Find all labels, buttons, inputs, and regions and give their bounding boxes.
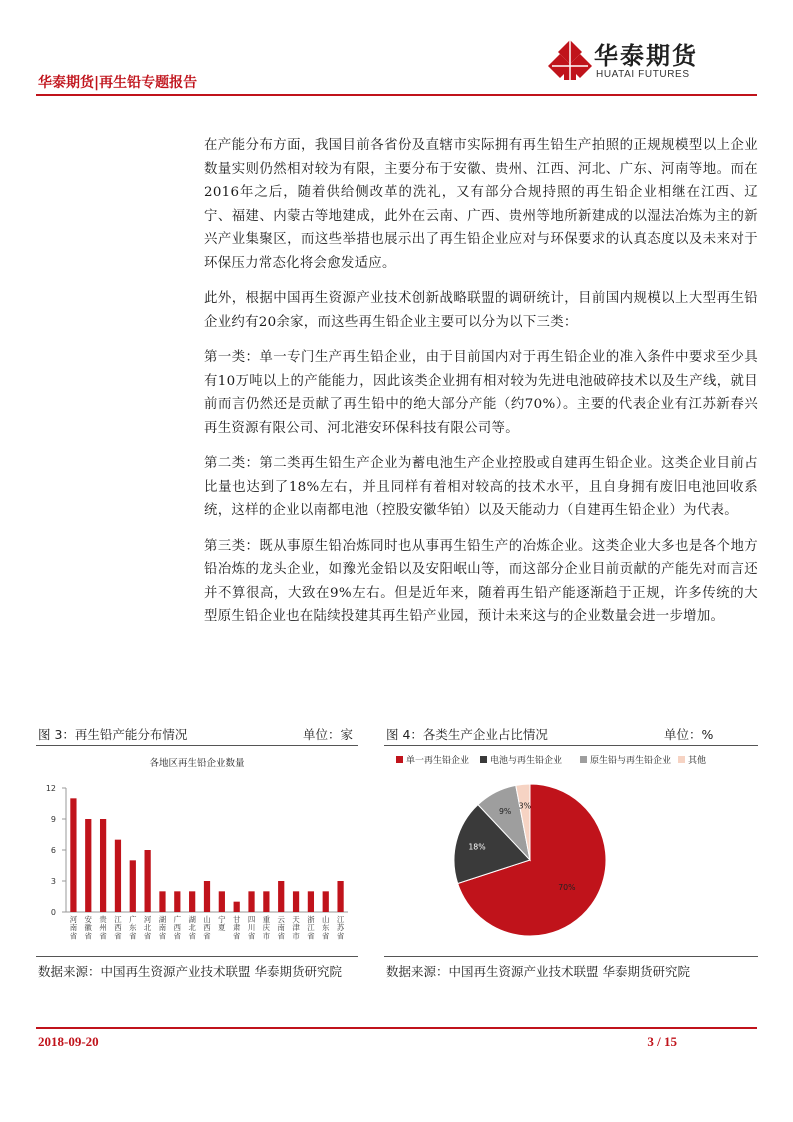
x-tick-label: 甘肃省 xyxy=(232,915,241,941)
bar xyxy=(248,891,254,912)
x-tick-label: 天津市 xyxy=(292,915,300,941)
legend-swatch xyxy=(480,756,487,763)
y-tick-label: 3 xyxy=(50,877,56,886)
bar-chart-svg xyxy=(36,748,358,954)
figure4-unit: 单位：% xyxy=(664,727,714,742)
page-number: 3 / 15 xyxy=(647,1034,677,1049)
x-tick-label: 江苏省 xyxy=(336,915,345,941)
y-tick-label: 6 xyxy=(50,846,56,855)
bar xyxy=(174,891,180,912)
figure3-bottom-rule xyxy=(36,956,358,957)
x-tick-label: 贵州省 xyxy=(99,915,107,941)
bar xyxy=(70,798,76,912)
pie-value-label: 9% xyxy=(498,807,512,817)
x-tick-label: 宁夏 xyxy=(218,915,226,933)
figure3-chart xyxy=(36,748,358,958)
bar xyxy=(189,891,195,912)
figure4-source: 数据来源：中国再生资源产业技术联盟 华泰期货研究院 xyxy=(386,964,690,979)
bar-chart-title: 各地区再生铅企业数量 xyxy=(149,758,245,769)
bar xyxy=(293,891,299,912)
figure3-title: 图 3：再生铅产能分布情况 xyxy=(38,727,188,742)
x-tick-label: 浙江省 xyxy=(307,915,315,941)
bar xyxy=(308,891,314,912)
paragraph-type-2: 第二类：第二类再生铅生产企业为蓄电池生产企业控股或自建再生铅企业。这类企业目前占比量也达到了18%左右，并且同样有着相对较高的技术水平，且自身拥有废旧电池回收系统，这样的企业以南都电池（控股安徽华铂）以及天能动力（自建再生铅企业）为代表。 xyxy=(204,456,758,518)
bar xyxy=(263,891,269,912)
footer-date: 2018-09-20 xyxy=(38,1034,99,1049)
legend-label: 其他 xyxy=(688,756,707,766)
x-tick-label: 安徽省 xyxy=(84,915,92,941)
bar xyxy=(337,881,343,912)
pie-value-label: 70% xyxy=(558,882,576,892)
legend-label: 单一再生铅企业 xyxy=(406,756,470,766)
legend-swatch xyxy=(580,756,587,763)
x-tick-label: 重庆市 xyxy=(262,915,271,941)
legend-swatch xyxy=(678,756,685,763)
legend-swatch xyxy=(396,756,403,763)
figure4-chart xyxy=(384,748,758,958)
report-header-title: 华泰期货|再生铅专题报告 xyxy=(38,75,198,91)
figure4-title: 图 4：各类生产企业占比情况 xyxy=(386,727,548,742)
header-divider xyxy=(36,94,757,96)
paragraph-capacity: 在产能分布方面，我国目前各省份及直辖市实际拥有再生铅生产拍照的正规规模型以上企业数量实则仍然相对较为有限，主要分布于安徽、贵州、江西、河北、广东、河南等地。而在2016年之后，随着供给侧改革的洗礼，又有部分合规持照的再生铅企业相继在江西、辽宁、福建、内蒙古等地建成，此外在云南、广西、贵州等地所新建成的以湿法冶炼为主的新兴产业集聚区，而这些举措也展示出了再生铅企业应对与环保要求的认真态度以及未来对于环保压力常态化将会愈发适应。 xyxy=(204,138,758,271)
logo-mark-icon xyxy=(548,38,592,82)
body-text xyxy=(204,134,758,641)
x-tick-label: 广西省 xyxy=(173,915,182,941)
legend-label: 电池与再生铅企业 xyxy=(490,756,563,766)
figure3-source: 数据来源：中国再生资源产业技术联盟 华泰期货研究院 xyxy=(38,964,342,979)
x-tick-label: 山西省 xyxy=(203,915,211,941)
paragraph-type-3: 第三类：既从事原生铅冶炼同时也从事再生铅生产的冶炼企业。这类企业大多也是各个地方铅冶炼的龙头企业，如豫光金铅以及安阳岷山等，而这部分企业目前贡献的产能先对而言还并不算很高，大致在9%左右。但是近年来，随着再生铅产能逐渐趋于正规，许多传统的大型原生铅企业也在陆续投建其再生铅产业园，预计未来这与的企业数量会进一步增加。 xyxy=(204,538,758,624)
footer-divider xyxy=(36,1027,757,1029)
bar xyxy=(234,902,240,912)
legend-label: 原生铅与再生铅企业 xyxy=(590,756,672,766)
logo-en-text: HUATAI FUTURES xyxy=(596,69,690,80)
bar xyxy=(219,891,225,912)
huatai-logo xyxy=(548,36,718,84)
paragraph-alliance: 此外，根据中国再生资源产业技术创新战略联盟的调研统计，目前国内规模以上大型再生铅企业约有20余家，而这些再生铅企业主要可以分为以下三类： xyxy=(204,291,758,330)
bar xyxy=(159,891,165,912)
bar xyxy=(204,881,210,912)
figure3-unit: 单位：家 xyxy=(303,727,354,742)
bar xyxy=(115,840,121,912)
paragraph-type-1: 第一类：单一专门生产再生铅企业，由于目前国内对于再生铅企业的准入条件中要求至少具有10万吨以上的产能能力，因此该类企业拥有相对较为先进电池破碎技术以及生产线，就目前而言仍然还是贡献了再生铅中的绝大部分产能（约70%）。主要的代表企业有江苏新春兴再生资源有限公司、河北港安环保科技有限公司等。 xyxy=(204,350,758,436)
x-tick-label: 河南省 xyxy=(69,915,78,941)
y-tick-label: 12 xyxy=(45,784,56,793)
x-tick-label: 河北省 xyxy=(143,915,152,941)
pie-value-label: 3% xyxy=(518,801,532,811)
bar xyxy=(323,891,329,912)
bar xyxy=(85,819,91,912)
x-tick-label: 江西省 xyxy=(114,915,122,941)
x-tick-label: 山东省 xyxy=(322,915,330,941)
x-tick-label: 湖南省 xyxy=(158,915,167,941)
figure3-top-rule xyxy=(36,745,358,746)
bar xyxy=(100,819,106,912)
logo-cn-text: 华泰期货 xyxy=(594,42,698,70)
bar xyxy=(145,850,151,912)
figure4-bottom-rule xyxy=(384,956,758,957)
x-tick-label: 湖北省 xyxy=(188,915,196,941)
x-tick-label: 广东省 xyxy=(129,915,137,941)
figure4-top-rule xyxy=(384,745,758,746)
bar xyxy=(130,860,136,912)
pie-chart-svg xyxy=(384,748,758,954)
y-tick-label: 0 xyxy=(50,908,56,917)
bar xyxy=(278,881,284,912)
x-tick-label: 四川省 xyxy=(247,915,256,941)
pie-value-label: 18% xyxy=(468,842,486,852)
y-tick-label: 9 xyxy=(50,815,56,824)
x-tick-label: 云南省 xyxy=(277,915,285,941)
